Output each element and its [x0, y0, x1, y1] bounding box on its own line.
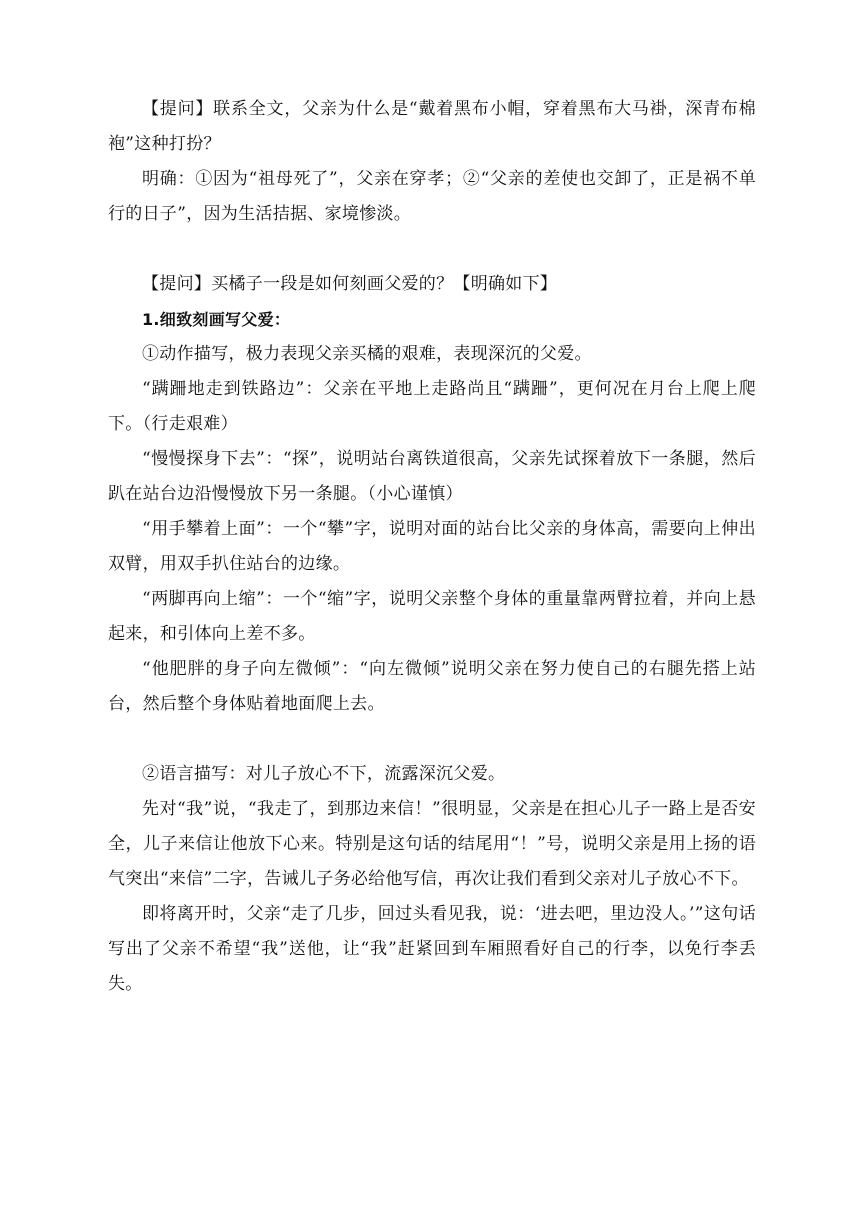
speech-item-1: 先对“我”说，“我走了，到那边来信！”很明显，父亲是在担心儿子一路上是否安全，儿子来信让他放下心来。特别是这句话的结尾用“！”号，说明父亲是用上扬的语气突出“来信”二字，告诫儿子务必给他写信，再次让我们看到父亲对儿子放心不下。 — [108, 799, 756, 889]
speech-item-2: 即将离开时，父亲“走了几步，回过头看见我，说：‘进去吧，里边没人。’”这句话写出了父亲不希望“我”送他，让“我”赶紧回到车厢照看好自己的行李，以免行李丢失。 — [108, 904, 756, 994]
action-description-intro: ①动作描写，极力表现父亲买橘的艰难，表现深沉的父爱。 — [142, 344, 592, 364]
question-1-answer: 明确：①因为“祖母死了”，父亲在穿孝；②“父亲的差使也交卸了，正是祸不单行的日子”，因为生活拮据、家境惨淡。 — [108, 169, 756, 224]
action-item-3: “用手攀着上面”：一个“攀”字，说明对面的站台比父亲的身体高，需要向上伸出双臂，用双手扒住站台的边缘。 — [108, 519, 756, 574]
section-heading: 1.细致刻画写父爱： — [142, 310, 291, 329]
action-item-4: “两脚再向上缩”：一个“缩”字，说明父亲整个身体的重量靠两臂拉着，并向上悬起来，和引体向上差不多。 — [108, 589, 756, 644]
document-body — [108, 92, 756, 1002]
paragraph-gap — [108, 722, 756, 757]
action-item-5: “他肥胖的身子向左微倾”：“向左微倾”说明父亲在努力使自己的右腿先搭上站台，然后整个身体贴着地面爬上去。 — [108, 659, 756, 714]
paragraph-gap — [108, 232, 756, 267]
action-item-2: “慢慢探身下去”：“探”，说明站台离铁道很高，父亲先试探着放下一条腿，然后趴在站台边沿慢慢放下另一条腿。（小心谨慎） — [108, 449, 756, 504]
speech-description-intro: ②语言描写：对儿子放心不下，流露深沉父爱。 — [142, 764, 506, 784]
question-1-prompt: 【提问】联系全文，父亲为什么是“戴着黑布小帽，穿着黑布大马褂，深青布棉袍”这种打扮？ — [108, 99, 756, 154]
question-2-prompt: 【提问】买橘子一段是如何刻画父爱的？【明确如下】 — [142, 274, 558, 294]
action-item-1: “蹒跚地走到铁路边”：父亲在平地上走路尚且“蹒跚”，更何况在月台上爬上爬下。（行走艰难） — [108, 379, 756, 434]
